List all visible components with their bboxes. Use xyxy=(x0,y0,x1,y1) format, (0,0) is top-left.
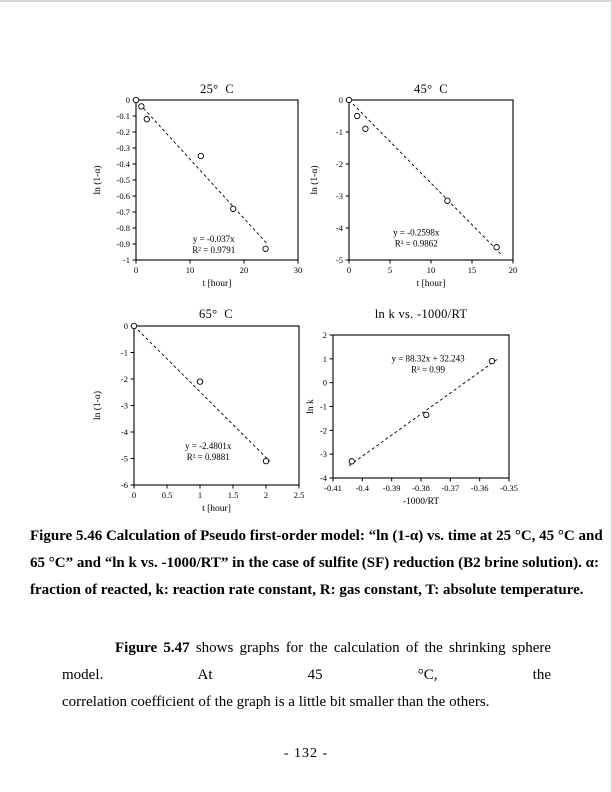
y-tick-label: -0.7 xyxy=(116,207,130,217)
y-tick-label: -0.8 xyxy=(116,223,130,233)
y-tick-label: -0.1 xyxy=(116,111,130,121)
y-tick-label: -3 xyxy=(335,191,343,201)
x-tick-label: 0 xyxy=(346,265,352,275)
data-point-marker xyxy=(445,198,450,203)
y-tick-label: -5 xyxy=(120,453,128,464)
y-tick-label: 0 xyxy=(322,377,327,388)
chart-25c-plot xyxy=(85,80,320,292)
data-point-marker xyxy=(355,113,360,118)
y-tick-label: -0.9 xyxy=(116,239,130,249)
figure-5-46-caption xyxy=(30,523,603,604)
data-point-marker xyxy=(349,459,354,464)
x-tick-label: 20 xyxy=(239,265,249,275)
body-paragraph xyxy=(62,635,551,716)
chart-65c xyxy=(85,305,320,517)
y-tick-label: -1 xyxy=(120,347,128,358)
x-tick-label: -0.4 xyxy=(355,483,370,493)
x-tick-label: 1.5 xyxy=(227,490,239,500)
x-tick-label: -0.35 xyxy=(500,483,518,493)
x-tick-label: -0.37 xyxy=(441,483,460,493)
r-squared-value: R² = 0.9862 xyxy=(394,238,438,249)
y-tick-label: -0.2 xyxy=(116,127,130,137)
chart-arrhenius-plot xyxy=(300,305,535,517)
chart-25c xyxy=(85,80,320,292)
y-tick-label: -4 xyxy=(319,473,327,483)
y-tick-label: -5 xyxy=(335,255,343,265)
y-tick-label: 0 xyxy=(338,95,343,105)
data-point-marker xyxy=(346,97,351,102)
caption-line-1: Figure 5.46 Calculation of Pseudo first-order model: “ln (1-α) vs. time at 25 °C, 45 °C and xyxy=(30,528,603,544)
y-tick-label: -6 xyxy=(120,480,128,490)
x-axis-label: t [hour] xyxy=(202,504,231,514)
r-squared-value: R² = 0.99 xyxy=(411,364,446,375)
trendline-equation: y = -2.4801x xyxy=(185,440,232,451)
chart-arrhenius xyxy=(300,305,535,517)
data-point-marker xyxy=(198,153,203,158)
x-axis-label: t [hour] xyxy=(202,279,232,289)
chart-title-25c: 25° C xyxy=(200,82,234,96)
y-tick-label: -2 xyxy=(319,425,327,436)
y-tick-label: -0.5 xyxy=(116,175,130,185)
data-point-marker xyxy=(144,117,149,122)
y-axis-label: ln (1-α) xyxy=(93,391,103,420)
y-tick-label: -2 xyxy=(120,374,128,384)
x-tick-label: -0.39 xyxy=(382,483,401,493)
caption-line-2: 65 °C” and “ln k vs. -1000/RT” in the case of sulfite (SF) reduction (B2 brine solution). α: xyxy=(30,555,600,571)
y-axis-label: ln (1-α) xyxy=(93,165,103,195)
x-tick-label: 2 xyxy=(263,490,269,500)
paragraph-line-1 xyxy=(62,635,551,689)
data-point-marker xyxy=(231,206,236,211)
chart-title-45c: 45° C xyxy=(414,82,448,96)
x-tick-label: 5 xyxy=(387,265,393,275)
data-point-marker xyxy=(424,412,429,417)
chart-45c-plot xyxy=(300,80,535,292)
x-axis-label: t [hour] xyxy=(416,279,446,289)
r-squared-value: R² = 0.9881 xyxy=(186,451,230,462)
y-tick-label: 1 xyxy=(322,353,327,364)
data-point-marker xyxy=(133,97,138,102)
y-tick-label: -4 xyxy=(120,427,128,437)
x-tick-label: -0.41 xyxy=(324,483,342,493)
y-tick-label: -2 xyxy=(335,159,343,169)
x-tick-label: 2.5 xyxy=(293,490,305,500)
trendline-equation: y = -0.037x xyxy=(192,234,235,244)
data-point-marker xyxy=(139,104,144,109)
data-point-marker xyxy=(263,458,268,463)
y-tick-label: -0.4 xyxy=(116,159,130,169)
x-tick-label: -0.38 xyxy=(412,483,430,493)
y-tick-label: -3 xyxy=(319,449,327,460)
x-tick-label: 10 xyxy=(426,265,436,275)
x-tick-label: 15 xyxy=(467,265,477,275)
caption-line-3: fraction of reacted, k: reaction rate constant, R: gas constant, T: absolute temperature. xyxy=(30,582,584,598)
data-point-marker xyxy=(131,323,136,328)
chart-65c-plot xyxy=(85,305,320,517)
x-tick-label: 0 xyxy=(133,265,139,275)
y-tick-label: 2 xyxy=(322,330,327,340)
paragraph-line-1-text: shows graphs for the calculation of the shrinking sphere model. At 45 °C, the xyxy=(62,640,552,683)
x-tick-label: -0.36 xyxy=(470,483,489,493)
chart-title-65c: 65° C xyxy=(199,307,233,321)
trend-line xyxy=(136,100,267,244)
y-tick-label: -0.3 xyxy=(116,143,130,153)
y-axis-label: ln k xyxy=(306,399,316,414)
trendline-equation: y = 88.32x + 32.243 xyxy=(391,353,465,364)
x-axis-label: -1000/RT xyxy=(402,497,440,507)
y-tick-label: -3 xyxy=(120,400,128,411)
x-tick-label: 0.5 xyxy=(161,490,173,500)
paragraph-line-2: correlation coefficient of the graph is a little bit smaller than the others. xyxy=(62,694,490,710)
x-tick-label: 0 xyxy=(131,490,137,500)
data-point-marker xyxy=(197,379,202,384)
y-tick-label: -1 xyxy=(319,401,327,412)
y-tick-label: 0 xyxy=(125,95,130,105)
x-tick-label: 30 xyxy=(293,265,303,275)
y-tick-label: 0 xyxy=(123,321,128,331)
y-tick-label: -0.6 xyxy=(116,191,130,201)
page-number: - 132 - xyxy=(283,746,329,761)
x-tick-label: 10 xyxy=(185,265,195,275)
x-tick-label: 1 xyxy=(197,490,203,500)
x-tick-label: 20 xyxy=(508,265,518,275)
trendline-equation: y = -0.2598x xyxy=(393,227,440,238)
figure-5-47-reference: Figure 5.47 xyxy=(115,640,190,656)
data-point-marker xyxy=(494,245,499,250)
y-tick-label: -1 xyxy=(335,127,343,137)
y-axis-label: ln (1-α) xyxy=(310,165,320,195)
data-point-marker xyxy=(263,246,268,251)
chart-title-arrhenius: ln k vs. -1000/RT xyxy=(374,307,468,321)
data-point-marker xyxy=(489,358,494,363)
y-tick-label: -1 xyxy=(122,255,130,265)
chart-45c xyxy=(300,80,535,292)
y-tick-label: -4 xyxy=(335,223,343,233)
r-squared-value: R² = 0.9791 xyxy=(192,245,236,255)
data-point-marker xyxy=(363,126,368,131)
